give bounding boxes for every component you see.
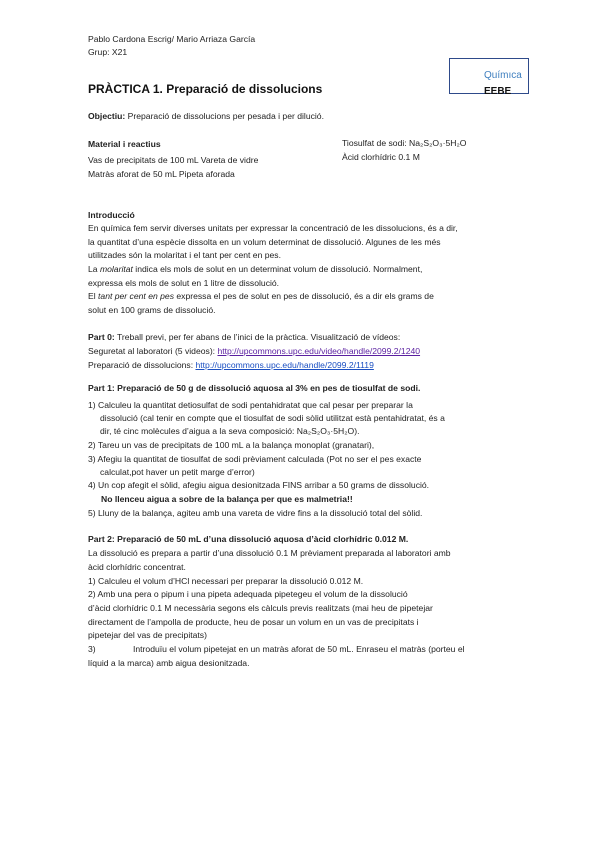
term-tant-per-cent: tant per cent en pes (98, 291, 174, 301)
part1-line: 1) Calculeu la quantitat detiosulfat de sodi pentahidratat que cal pesar per preparar la (88, 400, 413, 410)
prep-video-line (88, 359, 374, 371)
text-fragment: El (88, 291, 99, 301)
part1-line: 3) Afegiu la quantitat de tiosulfat de sodi prèviament calculada (Pot no ser el pes exacte (88, 454, 422, 464)
text-fragment: Treball previ, per fer abans de l’inici de la pràctica. Visualització de vídeos: (114, 332, 401, 342)
text-fragment: La (88, 264, 100, 274)
part0-label: Part 0: (88, 332, 115, 342)
intro-line: En química fem servir diverses unitats per expressar la concentració de les dissolucions, és a dir, (88, 223, 458, 233)
author-names: Pablo Cardona Escrig/ Mario Arriaza García (88, 34, 256, 44)
reagent-line: Àcid clorhídric 0.1 M (342, 152, 420, 162)
objective (88, 110, 324, 122)
materials-line: Matràs aforat de 50 mL Pipeta aforada (88, 169, 235, 179)
part0-line (88, 331, 400, 343)
part1-heading: Part 1: Preparació de 50 g de dissolució aquosa al 3% en pes de tiosulfat de sodi. (88, 383, 421, 393)
intro-line: expressa els mols de solut en 1 litre de dissolució. (88, 278, 280, 288)
reagent-line: Tiosulfat de sodi: Na₂S₂O₃·5H₂O (342, 138, 467, 148)
part2-line: Introduïu el volum pipetejat en un matràs aforat de 50 mL. Enraseu el matràs (porteu el (133, 644, 465, 654)
logo-text-quimica: Químıca (484, 70, 522, 81)
part2-heading: Part 2: Preparació de 50 mL d’una dissolució aquosa d’àcid clorhídric 0.012 M. (88, 534, 409, 544)
intro-line: solut en 100 grams de dissolució. (88, 305, 216, 315)
text-fragment: Preparació de dissolucions: (88, 360, 196, 370)
quimica-eebe-logo (449, 58, 529, 97)
part2-line: pipetejar del vas de precipitats) (88, 630, 207, 640)
intro-line: la quantitat d’una espècie dissolta en un volum determinat de dissolució. Algunes de les més (88, 237, 441, 247)
part1-line: calculat,pot haver un petit marge d’error) (100, 467, 255, 477)
prep-video-link[interactable]: http://upcommons.upc.edu/handle/2099.2/1119 (195, 360, 374, 370)
part1-line: dissolució (cal tenir en compte que el tiosulfat de sodi sòlid utilitzat està pentahidratat, és a (100, 413, 445, 423)
part2-line: 1) Calculeu el volum d’HCl necessari per preparar la dissolució 0.012 M. (88, 576, 364, 586)
page-title: PRÀCTICA 1. Preparació de dissolucions (88, 82, 323, 96)
part2-line: àcid clorhídric concentrat. (88, 562, 186, 572)
part2-line: La dissolució es prepara a partir d’una dissolució 0.1 M prèviament preparada al laboratori amb (88, 548, 451, 558)
step-number: 3) (88, 644, 96, 654)
group-label: Grup: X21 (88, 47, 128, 57)
materials-line: Vas de precipitats de 100 mL Vareta de vidre (88, 155, 259, 165)
materials-heading: Material i reactius (88, 139, 161, 149)
term-molaritat: molaritat (99, 264, 133, 274)
molaritat-line (88, 263, 422, 275)
safety-video-line (88, 345, 420, 357)
intro-heading: Introducció (88, 210, 135, 220)
part1-line: 4) Un cop afegit el sòlid, afegiu aigua desionitzada FINS arribar a 50 grams de dissolució. (88, 480, 430, 490)
part1-line: dir, té cinc molècules d’aigua a la seva composició: Na₂S₂O₃·5H₂O). (100, 426, 360, 436)
part2-line: d’àcid clorhídric 0.1 M necessària segons els càlculs previs realitzats (mai heu de pipetejar (88, 603, 433, 613)
part2-line: directament de l’ampolla de producte, heu de posar un volum en un vas de precipitats i (88, 617, 419, 627)
warning-line: No llenceu aigua a sobre de la balança per que es malmetria!! (101, 494, 353, 504)
text-fragment: indica els mols de solut en un determinat volum de dissolució. Normalment, (132, 264, 423, 274)
part1-line: 5) Lluny de la balança, agiteu amb una vareta de vidre fins a la dissolució total del sòlid. (88, 508, 423, 518)
text-fragment: expressa el pes de solut en pes de dissolució, és a dir els grams de (174, 291, 434, 301)
part2-line: 2) Amb una pera o pipum i una pipeta adequada pipetegeu el volum de la dissolució (88, 589, 408, 599)
intro-line: utilitzades són la molaritat i el tant per cent en pes. (88, 250, 281, 260)
safety-video-link[interactable]: http://upcommons.upc.edu/video/handle/2099.2/1240 (217, 346, 421, 356)
part1-line: 2) Tareu un vas de precipitats de 100 mL a la balança monoplat (granatari), (88, 440, 375, 450)
part2-line: líquid a la marca) amb aigua desionitzada. (88, 658, 250, 668)
objective-text: Preparació de dissolucions per pesada i per dilució. (125, 111, 324, 121)
tant-line (88, 290, 434, 302)
objective-label: Objectiu: (88, 111, 126, 121)
logo-text-eebe: EEBE (484, 86, 512, 97)
text-fragment: Seguretat al laboratori (5 videos): (88, 346, 218, 356)
